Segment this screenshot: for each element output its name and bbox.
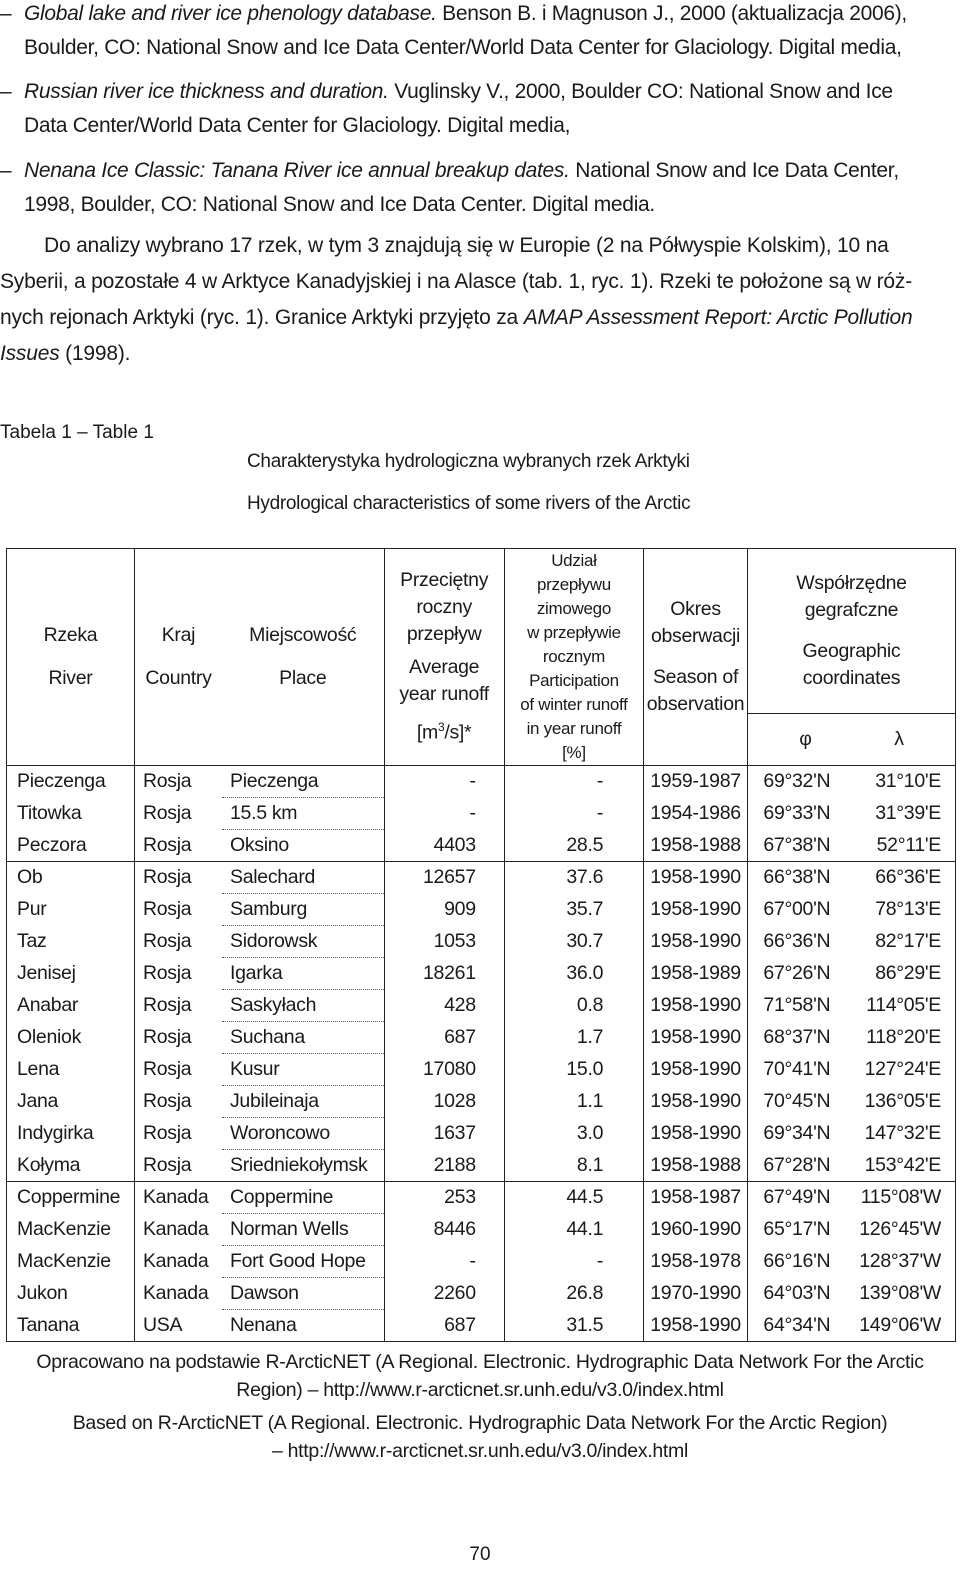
cell-period: 1958-1989 [644, 958, 748, 990]
cell-latitude: 70°41'N [747, 1054, 845, 1086]
bibliography-entry [0, 154, 960, 222]
cell-runoff: 687 [384, 1022, 504, 1054]
cell-period: 1958-1990 [644, 1118, 748, 1150]
cell-winter: 1.1 [504, 1086, 643, 1118]
cell-period: 1959-1987 [644, 766, 748, 798]
cell-winter: 26.8 [504, 1278, 643, 1310]
cell-place: Samburg [222, 894, 384, 926]
header-text: of winter runoff [520, 695, 628, 714]
cell-winter: 37.6 [504, 862, 643, 894]
phi-symbol: φ [799, 727, 812, 750]
cell-place: Oksino [222, 830, 384, 862]
dash: – [0, 2, 12, 25]
header-text: Kraj [161, 624, 196, 646]
header-runoff [384, 549, 504, 766]
header-text: zimowego [536, 599, 611, 618]
cell-period: 1958-1990 [644, 926, 748, 958]
cell-river: Pur [7, 894, 135, 926]
cell-country: Rosja [134, 766, 222, 798]
cell-longitude: 52°11'E [846, 830, 956, 862]
cell-winter: - [504, 766, 643, 798]
cell-winter: 15.0 [504, 1054, 643, 1086]
cell-latitude: 68°37'N [747, 1022, 845, 1054]
header-text: River [48, 667, 93, 689]
cell-winter: 31.5 [504, 1310, 643, 1342]
cell-country: USA [134, 1310, 222, 1342]
cell-river: Anabar [7, 990, 135, 1022]
header-river [7, 549, 135, 766]
table-header-row [7, 549, 956, 766]
header-text: year runoff [399, 683, 489, 706]
cell-river: Indygirka [7, 1118, 135, 1150]
cell-latitude: 67°00'N [747, 894, 845, 926]
table-row [7, 1182, 956, 1214]
cell-period: 1958-1990 [644, 990, 748, 1022]
header-text: gegrafczne [804, 599, 899, 621]
cell-longitude: 115°08'W [846, 1182, 956, 1214]
cell-winter: 0.8 [504, 990, 643, 1022]
table-row [7, 1054, 956, 1086]
header-text: Przeciętny [400, 569, 489, 592]
table-row [7, 990, 956, 1022]
cell-runoff: 253 [384, 1182, 504, 1214]
source-text: Based on R-ArcticNET (A Regional. Electronic. Hydrographic Data Network For the Arctic Region) [72, 1412, 888, 1434]
header-text: Rzeka [43, 624, 98, 646]
cell-runoff: 18261 [384, 958, 504, 990]
cell-winter: 30.7 [504, 926, 643, 958]
header-text: obserwacji [650, 625, 741, 647]
source-text: Opracowano na podstawie R-ArcticNET (A Regional. Electronic. Hydrographic Data Network For the Arctic [36, 1351, 924, 1373]
cell-period: 1958-1990 [644, 1086, 748, 1118]
paragraph-text: nych rejonach Arktyki (ryc. 1). Granice Arktyki przyjęto za [0, 306, 524, 329]
table-row [7, 1278, 956, 1310]
cell-country: Rosja [134, 798, 222, 830]
header-text: Country [145, 667, 212, 689]
dash: – [0, 159, 12, 182]
header-text: przepływ [406, 623, 482, 646]
cell-longitude: 118°20'E [846, 1022, 956, 1054]
cell-latitude: 67°26'N [747, 958, 845, 990]
header-text: Okres [670, 598, 721, 620]
cell-latitude: 71°58'N [747, 990, 845, 1022]
cell-runoff: 909 [384, 894, 504, 926]
cell-period: 1970-1990 [644, 1278, 748, 1310]
cell-runoff: 1053 [384, 926, 504, 958]
cell-place: Fort Good Hope [222, 1246, 384, 1278]
cell-river: Jana [7, 1086, 135, 1118]
cell-runoff: 8446 [384, 1214, 504, 1246]
cell-country: Kanada [134, 1182, 222, 1214]
cell-longitude: 66°36'E [846, 862, 956, 894]
cell-period: 1958-1988 [644, 1150, 748, 1182]
cell-country: Rosja [134, 1054, 222, 1086]
cell-place: Saskyłach [222, 990, 384, 1022]
header-text: observation [646, 693, 745, 715]
bib-title: Nenana Ice Classic: Tanana River ice annual breakup dates. [24, 159, 570, 182]
bib-text-cont: Boulder, CO: National Snow and Ice Data Center/World Data Center for Glaciology. Digital media, [24, 36, 902, 59]
header-text: roczny [416, 596, 472, 619]
cell-winter: 1.7 [504, 1022, 643, 1054]
bibliography-entry [0, 75, 960, 143]
cell-river: Lena [7, 1054, 135, 1086]
table-row [7, 1118, 956, 1150]
header-text: rocznym [542, 647, 605, 666]
cell-country: Rosja [134, 1022, 222, 1054]
cell-longitude: 139°08'W [846, 1278, 956, 1310]
table-row [7, 1214, 956, 1246]
header-text: Place [279, 667, 327, 689]
cell-runoff: 687 [384, 1310, 504, 1342]
cell-place: Sidorowsk [222, 926, 384, 958]
cell-country: Kanada [134, 1214, 222, 1246]
header-text: przepływu [537, 575, 611, 594]
cell-country: Rosja [134, 1150, 222, 1182]
cell-river: Titowka [7, 798, 135, 830]
header-place [222, 549, 384, 766]
header-country [134, 549, 222, 766]
cell-longitude: 114°05'E [846, 990, 956, 1022]
cell-period: 1958-1990 [644, 1310, 748, 1342]
cell-river: Jenisej [7, 958, 135, 990]
cell-country: Rosja [134, 1086, 222, 1118]
cell-river: MacKenzie [7, 1246, 135, 1278]
coords-symbols [748, 714, 955, 764]
cell-river: Peczora [7, 830, 135, 862]
cell-river: Tanana [7, 1310, 135, 1342]
header-text: w przepływie [527, 623, 621, 642]
header-unit [385, 714, 504, 747]
cell-longitude: 82°17'E [846, 926, 956, 958]
header-period [644, 549, 748, 766]
cell-latitude: 67°38'N [747, 830, 845, 862]
table-row [7, 894, 956, 926]
cell-place: Igarka [222, 958, 384, 990]
cell-place: Kusur [222, 1054, 384, 1086]
header-text: Participation [529, 671, 619, 690]
cell-country: Rosja [134, 926, 222, 958]
cell-period: 1958-1990 [644, 1022, 748, 1054]
cell-latitude: 65°17'N [747, 1214, 845, 1246]
cell-latitude: 69°34'N [747, 1118, 845, 1150]
unit-text: [m [416, 721, 438, 744]
cell-period: 1954-1986 [644, 798, 748, 830]
table-row [7, 1246, 956, 1278]
cell-winter: 3.0 [504, 1118, 643, 1150]
cell-longitude: 153°42'E [846, 1150, 956, 1182]
cell-longitude: 149°06'W [846, 1310, 956, 1342]
table-row [7, 766, 956, 798]
cell-period: 1958-1990 [644, 894, 748, 926]
table-row [7, 862, 956, 894]
cell-period: 1958-1990 [644, 862, 748, 894]
cell-winter: - [504, 1246, 643, 1278]
cell-country: Kanada [134, 1246, 222, 1278]
header-winter [504, 549, 643, 766]
table-caption-pl: Charakterystyka hydrologiczna wybranych rzek Arktyki [247, 451, 690, 472]
cell-period: 1958-1987 [644, 1182, 748, 1214]
cell-winter: - [504, 798, 643, 830]
cell-place: Woroncowo [222, 1118, 384, 1150]
bib-text: National Snow and Ice Data Center, [569, 159, 899, 182]
source-text: Region) – http://www.r-arcticnet.sr.unh.edu/v3.0/index.html [236, 1379, 724, 1401]
source-note-en [0, 1409, 960, 1465]
cell-runoff: 4403 [384, 830, 504, 862]
cell-runoff: 12657 [384, 862, 504, 894]
river-table [6, 548, 956, 1342]
header-text: [%] [562, 743, 586, 762]
header-coordinates [747, 549, 955, 766]
cell-place: Suchana [222, 1022, 384, 1054]
cell-river: Taz [7, 926, 135, 958]
cell-longitude: 86°29'E [846, 958, 956, 990]
cell-country: Rosja [134, 1118, 222, 1150]
header-text: Geographic [802, 640, 901, 662]
source-note-pl [0, 1348, 960, 1404]
table-label: Tabela 1 – Table 1 [0, 422, 154, 443]
cell-place: 15.5 km [222, 798, 384, 830]
cell-longitude: 136°05'E [846, 1086, 956, 1118]
table-row [7, 798, 956, 830]
coords-title [748, 549, 955, 714]
cell-period: 1958-1988 [644, 830, 748, 862]
table-row [7, 1086, 956, 1118]
paragraph-text: (1998). [59, 342, 131, 365]
cell-longitude: 126°45'W [846, 1214, 956, 1246]
bib-text-cont: Data Center/World Data Center for Glaciology. Digital media, [24, 114, 571, 137]
cell-country: Rosja [134, 830, 222, 862]
cell-river: Coppermine [7, 1182, 135, 1214]
cell-country: Rosja [134, 958, 222, 990]
cell-runoff: - [384, 766, 504, 798]
cell-winter: 28.5 [504, 830, 643, 862]
cell-longitude: 31°10'E [846, 766, 956, 798]
cell-period: 1960-1990 [644, 1214, 748, 1246]
cell-latitude: 69°33'N [747, 798, 845, 830]
table-row [7, 958, 956, 990]
cell-place: Norman Wells [222, 1214, 384, 1246]
paragraph-line: Syberii, a pozostałe 4 w Arktyce Kanadyjskiej i na Alasce (tab. 1, ryc. 1). Rzeki te położone są w róż- [0, 270, 912, 293]
cell-country: Rosja [134, 862, 222, 894]
cell-country: Kanada [134, 1278, 222, 1310]
header-text: Miejscowość [249, 624, 357, 646]
cell-river: MacKenzie [7, 1214, 135, 1246]
table-row [7, 1022, 956, 1054]
cell-latitude: 66°38'N [747, 862, 845, 894]
lambda-symbol: λ [894, 727, 904, 750]
cell-latitude: 67°28'N [747, 1150, 845, 1182]
cell-runoff: 2188 [384, 1150, 504, 1182]
cell-latitude: 70°45'N [747, 1086, 845, 1118]
paragraph-line [0, 300, 960, 336]
table-row [7, 1310, 956, 1342]
bibliography-entry [0, 0, 960, 65]
unit-sup: 3 [437, 720, 445, 735]
bib-title: Russian river ice thickness and duration. [24, 80, 389, 103]
cell-country: Rosja [134, 894, 222, 926]
unit-text: /s]* [444, 721, 472, 744]
bib-title: Global lake and river ice phenology database. [24, 2, 437, 25]
cell-longitude: 128°37'W [846, 1246, 956, 1278]
cell-winter: 8.1 [504, 1150, 643, 1182]
cell-place: Sriedniekołymsk [222, 1150, 384, 1182]
cell-place: Coppermine [222, 1182, 384, 1214]
cell-longitude: 78°13'E [846, 894, 956, 926]
cell-place: Pieczenga [222, 766, 384, 798]
paragraph-line: Do analizy wybrano 17 rzek, w tym 3 znajdują się w Europie (2 na Półwyspie Kolskim), 10 na [44, 234, 889, 257]
header-text: Współrzędne [796, 572, 907, 594]
cell-runoff: 17080 [384, 1054, 504, 1086]
cell-winter: 36.0 [504, 958, 643, 990]
cell-river: Ob [7, 862, 135, 894]
cell-latitude: 66°36'N [747, 926, 845, 958]
header-text: coordinates [802, 667, 901, 689]
cell-winter: 44.5 [504, 1182, 643, 1214]
table-row [7, 926, 956, 958]
cell-longitude: 147°32'E [846, 1118, 956, 1150]
cell-latitude: 64°03'N [747, 1278, 845, 1310]
page-number: 70 [469, 1544, 491, 1565]
cell-runoff: 2260 [384, 1278, 504, 1310]
cell-runoff: 428 [384, 990, 504, 1022]
body-paragraph [0, 228, 960, 372]
cell-place: Salechard [222, 862, 384, 894]
cell-river: Oleniok [7, 1022, 135, 1054]
paragraph-line [0, 336, 960, 372]
header-text: Average [409, 656, 480, 679]
cell-river: Jukon [7, 1278, 135, 1310]
cell-river: Pieczenga [7, 766, 135, 798]
cell-winter: 35.7 [504, 894, 643, 926]
cell-latitude: 67°49'N [747, 1182, 845, 1214]
cell-runoff: 1637 [384, 1118, 504, 1150]
source-text: – http://www.r-arcticnet.sr.unh.edu/v3.0/index.html [271, 1440, 689, 1462]
cell-runoff: - [384, 1246, 504, 1278]
dash: – [0, 80, 12, 103]
cell-longitude: 31°39'E [846, 798, 956, 830]
cell-winter: 44.1 [504, 1214, 643, 1246]
cell-country: Rosja [134, 990, 222, 1022]
cell-river: Kołyma [7, 1150, 135, 1182]
header-text: Udział [551, 551, 597, 570]
paragraph-italic: Issues [0, 342, 60, 365]
cell-runoff: - [384, 798, 504, 830]
cell-latitude: 64°34'N [747, 1310, 845, 1342]
paragraph-italic: AMAP Assessment Report: Arctic Pollution [523, 306, 913, 329]
cell-place: Nenana [222, 1310, 384, 1342]
bib-text-cont: 1998, Boulder, CO: National Snow and Ice Data Center. Digital media. [24, 193, 655, 216]
bib-text: Vuglinsky V., 2000, Boulder CO: National Snow and Ice [388, 80, 893, 103]
cell-latitude: 66°16'N [747, 1246, 845, 1278]
cell-place: Jubileinaja [222, 1086, 384, 1118]
bib-text: Benson B. i Magnuson J., 2000 (aktualizacja 2006), [436, 2, 907, 25]
table-row [7, 830, 956, 862]
cell-period: 1958-1990 [644, 1054, 748, 1086]
table-caption-en: Hydrological characteristics of some rivers of the Arctic [247, 493, 691, 514]
header-text: in year runoff [526, 719, 622, 738]
cell-longitude: 127°24'E [846, 1054, 956, 1086]
table-row [7, 1150, 956, 1182]
cell-runoff: 1028 [384, 1086, 504, 1118]
header-text: Season of [652, 666, 739, 688]
cell-latitude: 69°32'N [747, 766, 845, 798]
cell-place: Dawson [222, 1278, 384, 1310]
cell-period: 1958-1978 [644, 1246, 748, 1278]
